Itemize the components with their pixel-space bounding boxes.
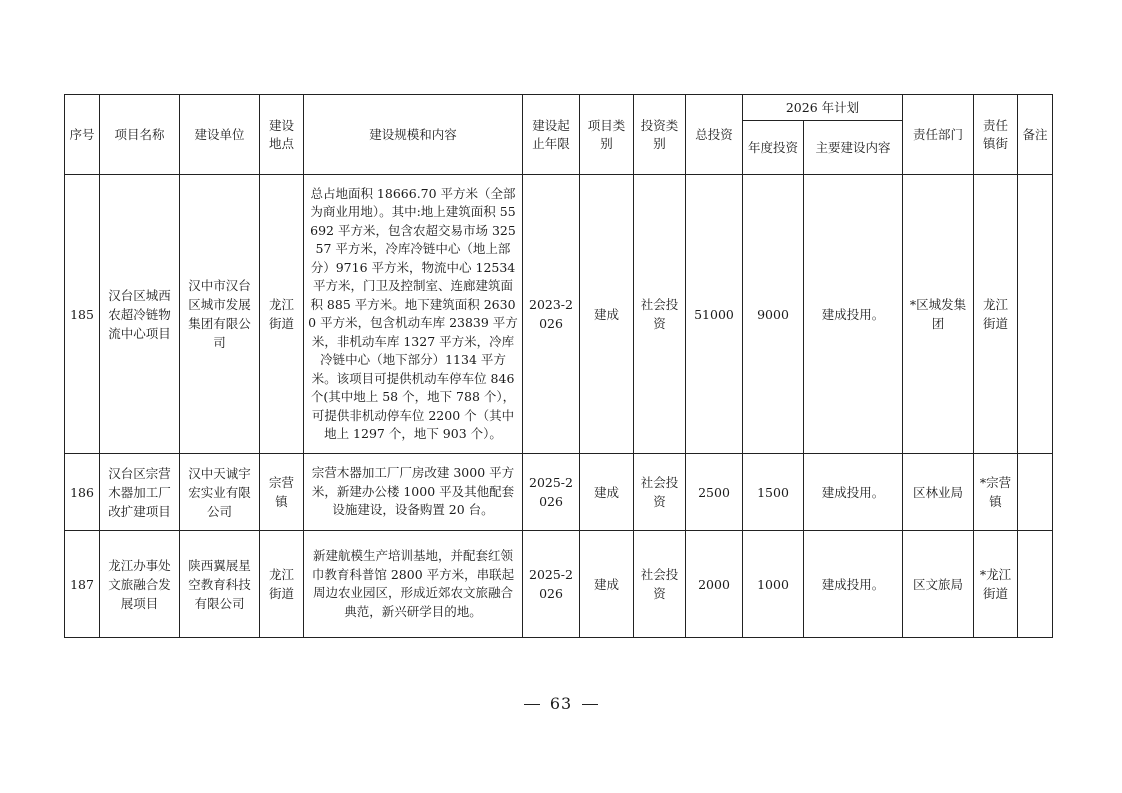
cell-investment-type: 社会投资 <box>634 454 686 531</box>
cell-project-name: 汉台区城西农超冷链物流中心项目 <box>100 175 180 454</box>
table-row <box>65 175 1053 454</box>
header-location: 建设地点 <box>260 95 304 175</box>
cell-main-content: 建成投用。 <box>804 454 903 531</box>
cell-remark <box>1018 454 1053 531</box>
cell-location: 龙江街道 <box>260 531 304 638</box>
cell-seq: 186 <box>65 454 100 531</box>
cell-construction-unit: 陕西翼展星空教育科技有限公司 <box>180 531 260 638</box>
cell-seq: 187 <box>65 531 100 638</box>
cell-total-investment: 2000 <box>686 531 743 638</box>
page-number-value: 63 <box>549 694 573 713</box>
cell-investment-type: 社会投资 <box>634 531 686 638</box>
cell-responsible-street: *龙江街道 <box>974 531 1018 638</box>
header-main-content: 主要建设内容 <box>804 121 903 175</box>
cell-remark <box>1018 175 1053 454</box>
cell-construction-unit: 汉中市汉台区城市发展集团有限公司 <box>180 175 260 454</box>
project-plan-table <box>64 94 1053 638</box>
cell-category: 建成 <box>580 175 634 454</box>
cell-total-investment: 51000 <box>686 175 743 454</box>
table-header <box>65 95 1053 175</box>
header-investment-type: 投资类别 <box>634 95 686 175</box>
header-total-investment: 总投资 <box>686 95 743 175</box>
cell-seq: 185 <box>65 175 100 454</box>
cell-scope: 总占地面积 18666.70 平方米（全部为商业用地）。其中:地上建筑面积 55692 平方米，包含农超交易市场 32557 平方米，冷库冷链中心（地上部分）9716 平方米，物流中心 12534 平方米，门卫及控制室、连廊建筑面积 885 平方米。地下建筑面积 26300 平方米，包含机动车库 23839 平方米，非机动车库 1327 平方米，冷库冷链中心（地下部分）1134 平方米。该项目可提供机动车停车位 846 个(其中地上 58 个，地下 788 个），可提供非机动停车位 2200 个（其中地上 1297 个，地下 903 个）。 <box>304 175 523 454</box>
header-responsible-dept: 责任部门 <box>903 95 974 175</box>
header-plan-group: 2026 年计划 <box>743 95 903 121</box>
page-number <box>0 694 1122 713</box>
cell-total-investment: 2500 <box>686 454 743 531</box>
page-number-left-dash <box>524 704 540 705</box>
table-row <box>65 454 1053 531</box>
header-period: 建设起止年限 <box>523 95 580 175</box>
cell-annual-investment: 1500 <box>743 454 804 531</box>
cell-investment-type: 社会投资 <box>634 175 686 454</box>
header-annual-investment: 年度投资 <box>743 121 804 175</box>
cell-category: 建成 <box>580 454 634 531</box>
cell-location: 龙江街道 <box>260 175 304 454</box>
cell-annual-investment: 1000 <box>743 531 804 638</box>
cell-main-content: 建成投用。 <box>804 531 903 638</box>
cell-responsible-street: *宗营镇 <box>974 454 1018 531</box>
cell-annual-investment: 9000 <box>743 175 804 454</box>
header-scope: 建设规模和内容 <box>304 95 523 175</box>
cell-scope: 新建航模生产培训基地，并配套红领巾教育科普馆 2800 平方米，串联起周边农业园区，形成近郊农文旅融合典范，新兴研学目的地。 <box>304 531 523 638</box>
header-construction-unit: 建设单位 <box>180 95 260 175</box>
cell-location: 宗营镇 <box>260 454 304 531</box>
header-category: 项目类别 <box>580 95 634 175</box>
header-remark: 备注 <box>1018 95 1053 175</box>
cell-remark <box>1018 531 1053 638</box>
cell-responsible-street: 龙江街道 <box>974 175 1018 454</box>
cell-responsible-dept: *区城发集团 <box>903 175 974 454</box>
cell-responsible-dept: 区林业局 <box>903 454 974 531</box>
header-seq: 序号 <box>65 95 100 175</box>
table-body <box>65 175 1053 638</box>
header-responsible-street: 责任镇街 <box>974 95 1018 175</box>
cell-construction-unit: 汉中天诚宇宏实业有限公司 <box>180 454 260 531</box>
cell-project-name: 汉台区宗营木器加工厂改扩建项目 <box>100 454 180 531</box>
cell-period: 2025-2026 <box>523 531 580 638</box>
cell-category: 建成 <box>580 531 634 638</box>
cell-project-name: 龙江办事处文旅融合发展项目 <box>100 531 180 638</box>
cell-scope: 宗营木器加工厂厂房改建 3000 平方米，新建办公楼 1000 平及其他配套设施建设，设备购置 20 台。 <box>304 454 523 531</box>
header-project-name: 项目名称 <box>100 95 180 175</box>
cell-main-content: 建成投用。 <box>804 175 903 454</box>
cell-responsible-dept: 区文旅局 <box>903 531 974 638</box>
cell-period: 2023-2026 <box>523 175 580 454</box>
page-number-right-dash <box>582 704 598 705</box>
cell-period: 2025-2026 <box>523 454 580 531</box>
table-row <box>65 531 1053 638</box>
